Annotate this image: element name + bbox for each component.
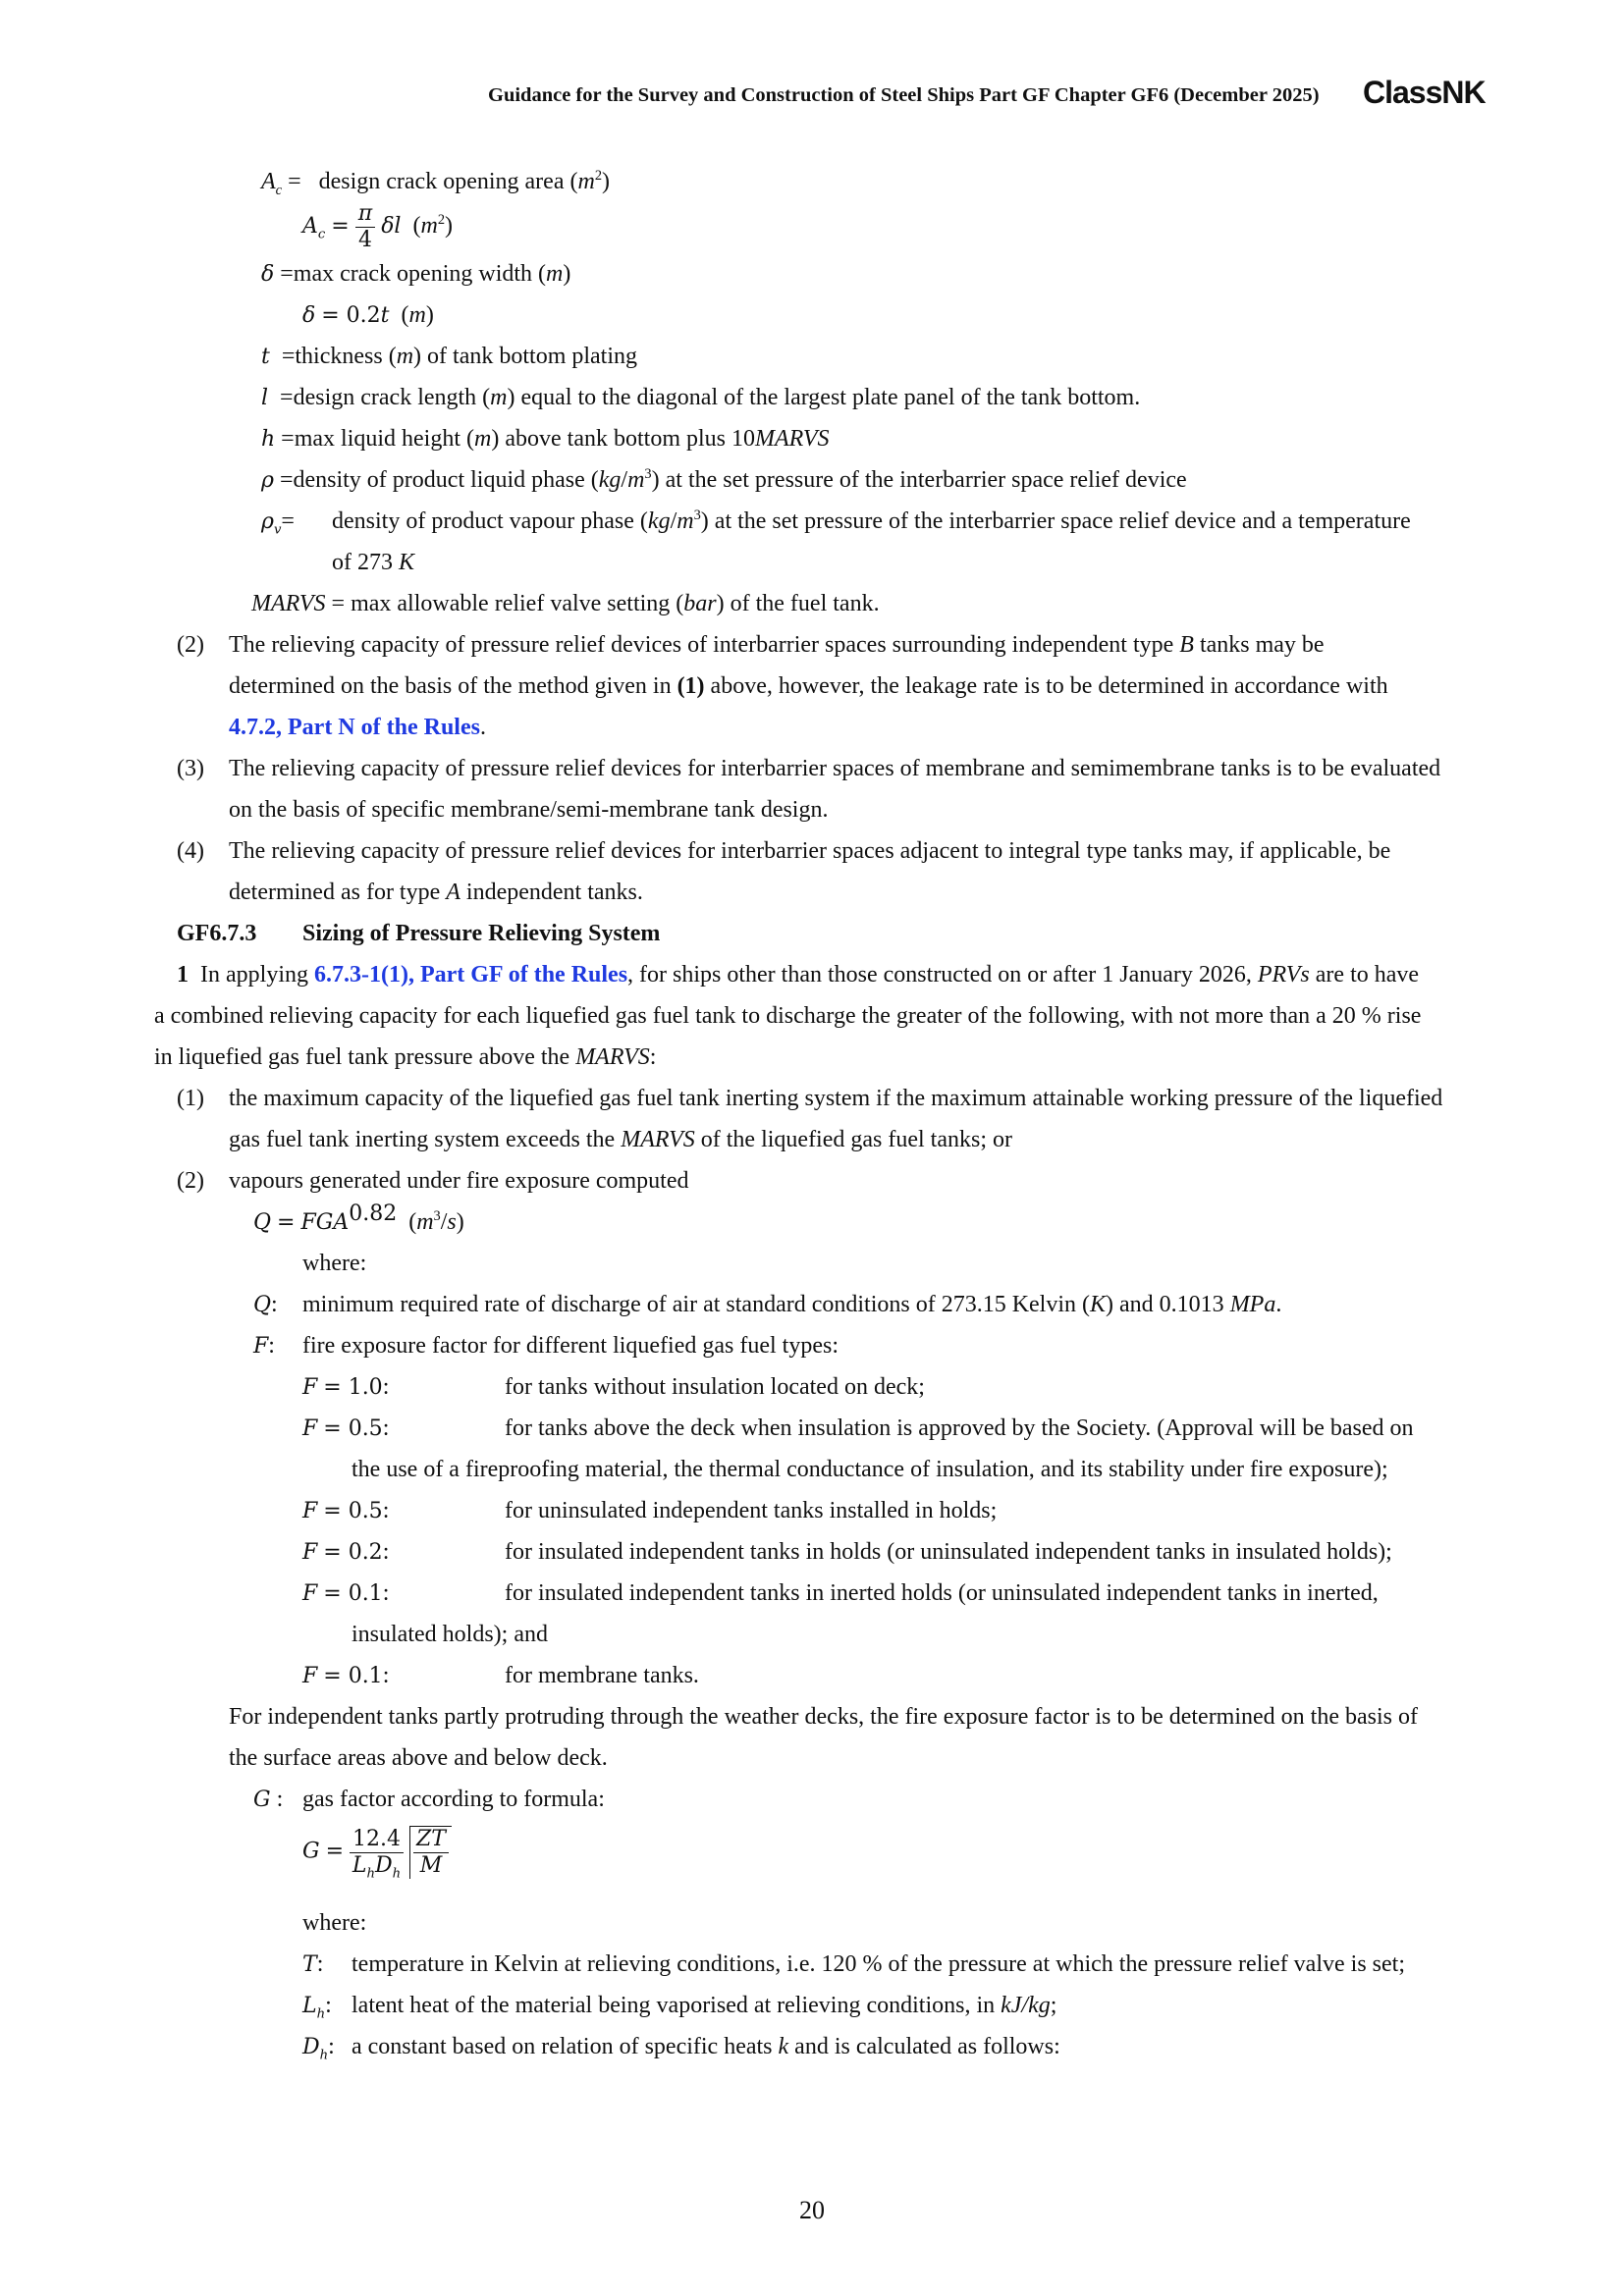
f-value-text: for membrane tanks. xyxy=(505,1663,699,1688)
h-definition: h =max liquid height (m) above tank bottom plus 10MARVS xyxy=(261,426,830,452)
item-number: (2) xyxy=(177,1168,204,1194)
f-value: F = 0.5: xyxy=(302,1498,390,1523)
paragraph-1-line2: a combined relieving capacity for each liquefied gas fuel tank to discharge the greater of the following, with not more than a 20 % rise xyxy=(154,1003,1422,1029)
section-title: Sizing of Pressure Relieving System xyxy=(302,921,661,946)
f-value: F = 0.1: xyxy=(302,1663,390,1688)
item-number: (1) xyxy=(177,1086,204,1111)
page-number: 20 xyxy=(799,2196,825,2224)
f-symbol: F: xyxy=(253,1333,275,1359)
delta-definition: δ =max crack opening width (m) xyxy=(261,261,571,287)
paragraph-1-line1: 1 In applying 6.7.3-1(1), Part GF of the Rules, for ships other than those constructed on or after 1 January 2026, PRVs are to have xyxy=(177,962,1420,988)
f-value-text: for insulated independent tanks in holds (or uninsulated independent tanks in insulated holds); xyxy=(505,1539,1392,1565)
item-text: The relieving capacity of pressure relief devices of interbarrier spaces surrounding independent type B tanks may be xyxy=(229,632,1325,658)
rhov-text2: of 273 K xyxy=(332,550,415,575)
partly-text: For independent tanks partly protruding through the weather decks, the fire exposure factor is to be determined on the basis of xyxy=(229,1704,1418,1730)
partly-text: the surface areas above and below deck. xyxy=(229,1745,608,1771)
f-value: F = 1.0: xyxy=(302,1374,390,1400)
rho-definition: ρ =density of product liquid phase $(kg/m^3)$ at the set pressure of the interbarrier space relief device xyxy=(261,466,1187,493)
rules-link[interactable]: 6.7.3-1(1), Part GF of the Rules xyxy=(313,962,628,988)
item-number: (3) xyxy=(177,756,204,781)
g-formula: G = $\frac{12.4}{L_hD_h}$ $\frac{ZT}{M}$ xyxy=(302,1826,452,1879)
item-text: determined as for type A independent tanks. xyxy=(229,880,643,905)
where-label: where: xyxy=(302,1251,367,1276)
q-text: minimum required rate of discharge of air at standard conditions of 273.15 Kelvin (K) and 0.1013 MPa. xyxy=(302,1292,1282,1317)
g-symbol: G : xyxy=(253,1787,284,1812)
f-value-text: insulated holds); and xyxy=(352,1622,548,1647)
item-text: The relieving capacity of pressure relief devices for interbarrier spaces of membrane and semimembrane tanks is to be evaluated xyxy=(229,756,1441,781)
item-link-line: 4.7.2, Part N of the Rules. xyxy=(229,715,486,740)
dh-text: a constant based on relation of specific heats k and is calculated as follows: xyxy=(352,2034,1060,2059)
rhov-definition: $\rho_v=$ xyxy=(261,508,295,538)
f-value: F = 0.1: xyxy=(302,1580,390,1606)
paragraph-1-line3: in liquefied gas fuel tank pressure above the MARVS: xyxy=(154,1044,657,1070)
item-text: The relieving capacity of pressure relief devices for interbarrier spaces adjacent to integral type tanks may, if applicable, be xyxy=(229,838,1391,864)
lh-symbol: $L_h$: xyxy=(302,1993,332,2022)
item-text: gas fuel tank inerting system exceeds the MARVS of the liquefied gas fuel tanks; or xyxy=(229,1127,1013,1152)
item-number: (2) xyxy=(177,632,204,658)
f-value-text: for uninsulated independent tanks installed in holds; xyxy=(505,1498,998,1523)
delta-formula: δ = 0.2t (m) xyxy=(302,302,434,328)
f-value-text: for insulated independent tanks in inerted holds (or uninsulated independent tanks in inerted, xyxy=(505,1580,1379,1606)
f-value-text: for tanks without insulation located on deck; xyxy=(505,1374,925,1400)
item-number: (4) xyxy=(177,838,204,864)
t-definition: t =thickness (m) of tank bottom plating xyxy=(261,344,638,369)
ac-definition: $A_c$ = design crack opening area $(m^2)$ xyxy=(261,168,611,198)
marvs-definition: MARVS = max allowable relief valve setting (bar) of the fuel tank. xyxy=(251,591,880,616)
rhov-text: density of product vapour phase $(kg/m^3)$ at the set pressure of the interbarrier space relief device and a temperature xyxy=(332,507,1411,534)
f-value: F = 0.2: xyxy=(302,1539,390,1565)
g-text: gas factor according to formula: xyxy=(302,1787,605,1812)
ac-formula: $A_c$ = $\frac{\pi}{4}$ δl $(m^2)$ xyxy=(302,201,454,252)
f-value-text: for tanks above the deck when insulation is approved by the Society. (Approval will be based on xyxy=(505,1415,1414,1441)
dh-symbol: $D_h$: xyxy=(302,2034,335,2063)
item-text: the maximum capacity of the liquefied gas fuel tank inerting system if the maximum attainable working pressure of the liquefied xyxy=(229,1086,1443,1111)
item-text: determined on the basis of the method given in (1) above, however, the leakage rate is to be determined in accordance with xyxy=(229,673,1388,699)
f-value-text: the use of a fireproofing material, the thermal conductance of insulation, and its stability under fire exposure); xyxy=(352,1457,1388,1482)
classnk-logo: ClassNK xyxy=(1363,75,1486,110)
f-value: F = 0.5: xyxy=(302,1415,390,1441)
l-definition: l =design crack length (m) equal to the diagonal of the largest plate panel of the tank bottom. xyxy=(261,385,1141,410)
t-text: temperature in Kelvin at relieving conditions, i.e. 120 % of the pressure at which the pressure relief valve is set; xyxy=(352,1951,1405,1977)
item-text: vapours generated under fire exposure computed xyxy=(229,1168,689,1194)
q-formula: $Q = FGA^{0.82}$ $(m^3/s)$ xyxy=(253,1201,464,1235)
rules-link[interactable]: 4.7.2, Part N of the Rules xyxy=(229,715,480,740)
f-text: fire exposure factor for different liquefied gas fuel types: xyxy=(302,1333,839,1359)
item-text: on the basis of specific membrane/semi-membrane tank design. xyxy=(229,797,829,823)
running-header: Guidance for the Survey and Construction of Steel Ships Part GF Chapter GF6 (December 2025) xyxy=(488,84,1320,106)
section-number: GF6.7.3 xyxy=(177,921,257,946)
where-label: where: xyxy=(302,1910,367,1936)
lh-text: latent heat of the material being vaporised at relieving conditions, in kJ/kg; xyxy=(352,1993,1057,2018)
t-symbol: T: xyxy=(302,1951,324,1977)
q-symbol: Q: xyxy=(253,1292,278,1317)
